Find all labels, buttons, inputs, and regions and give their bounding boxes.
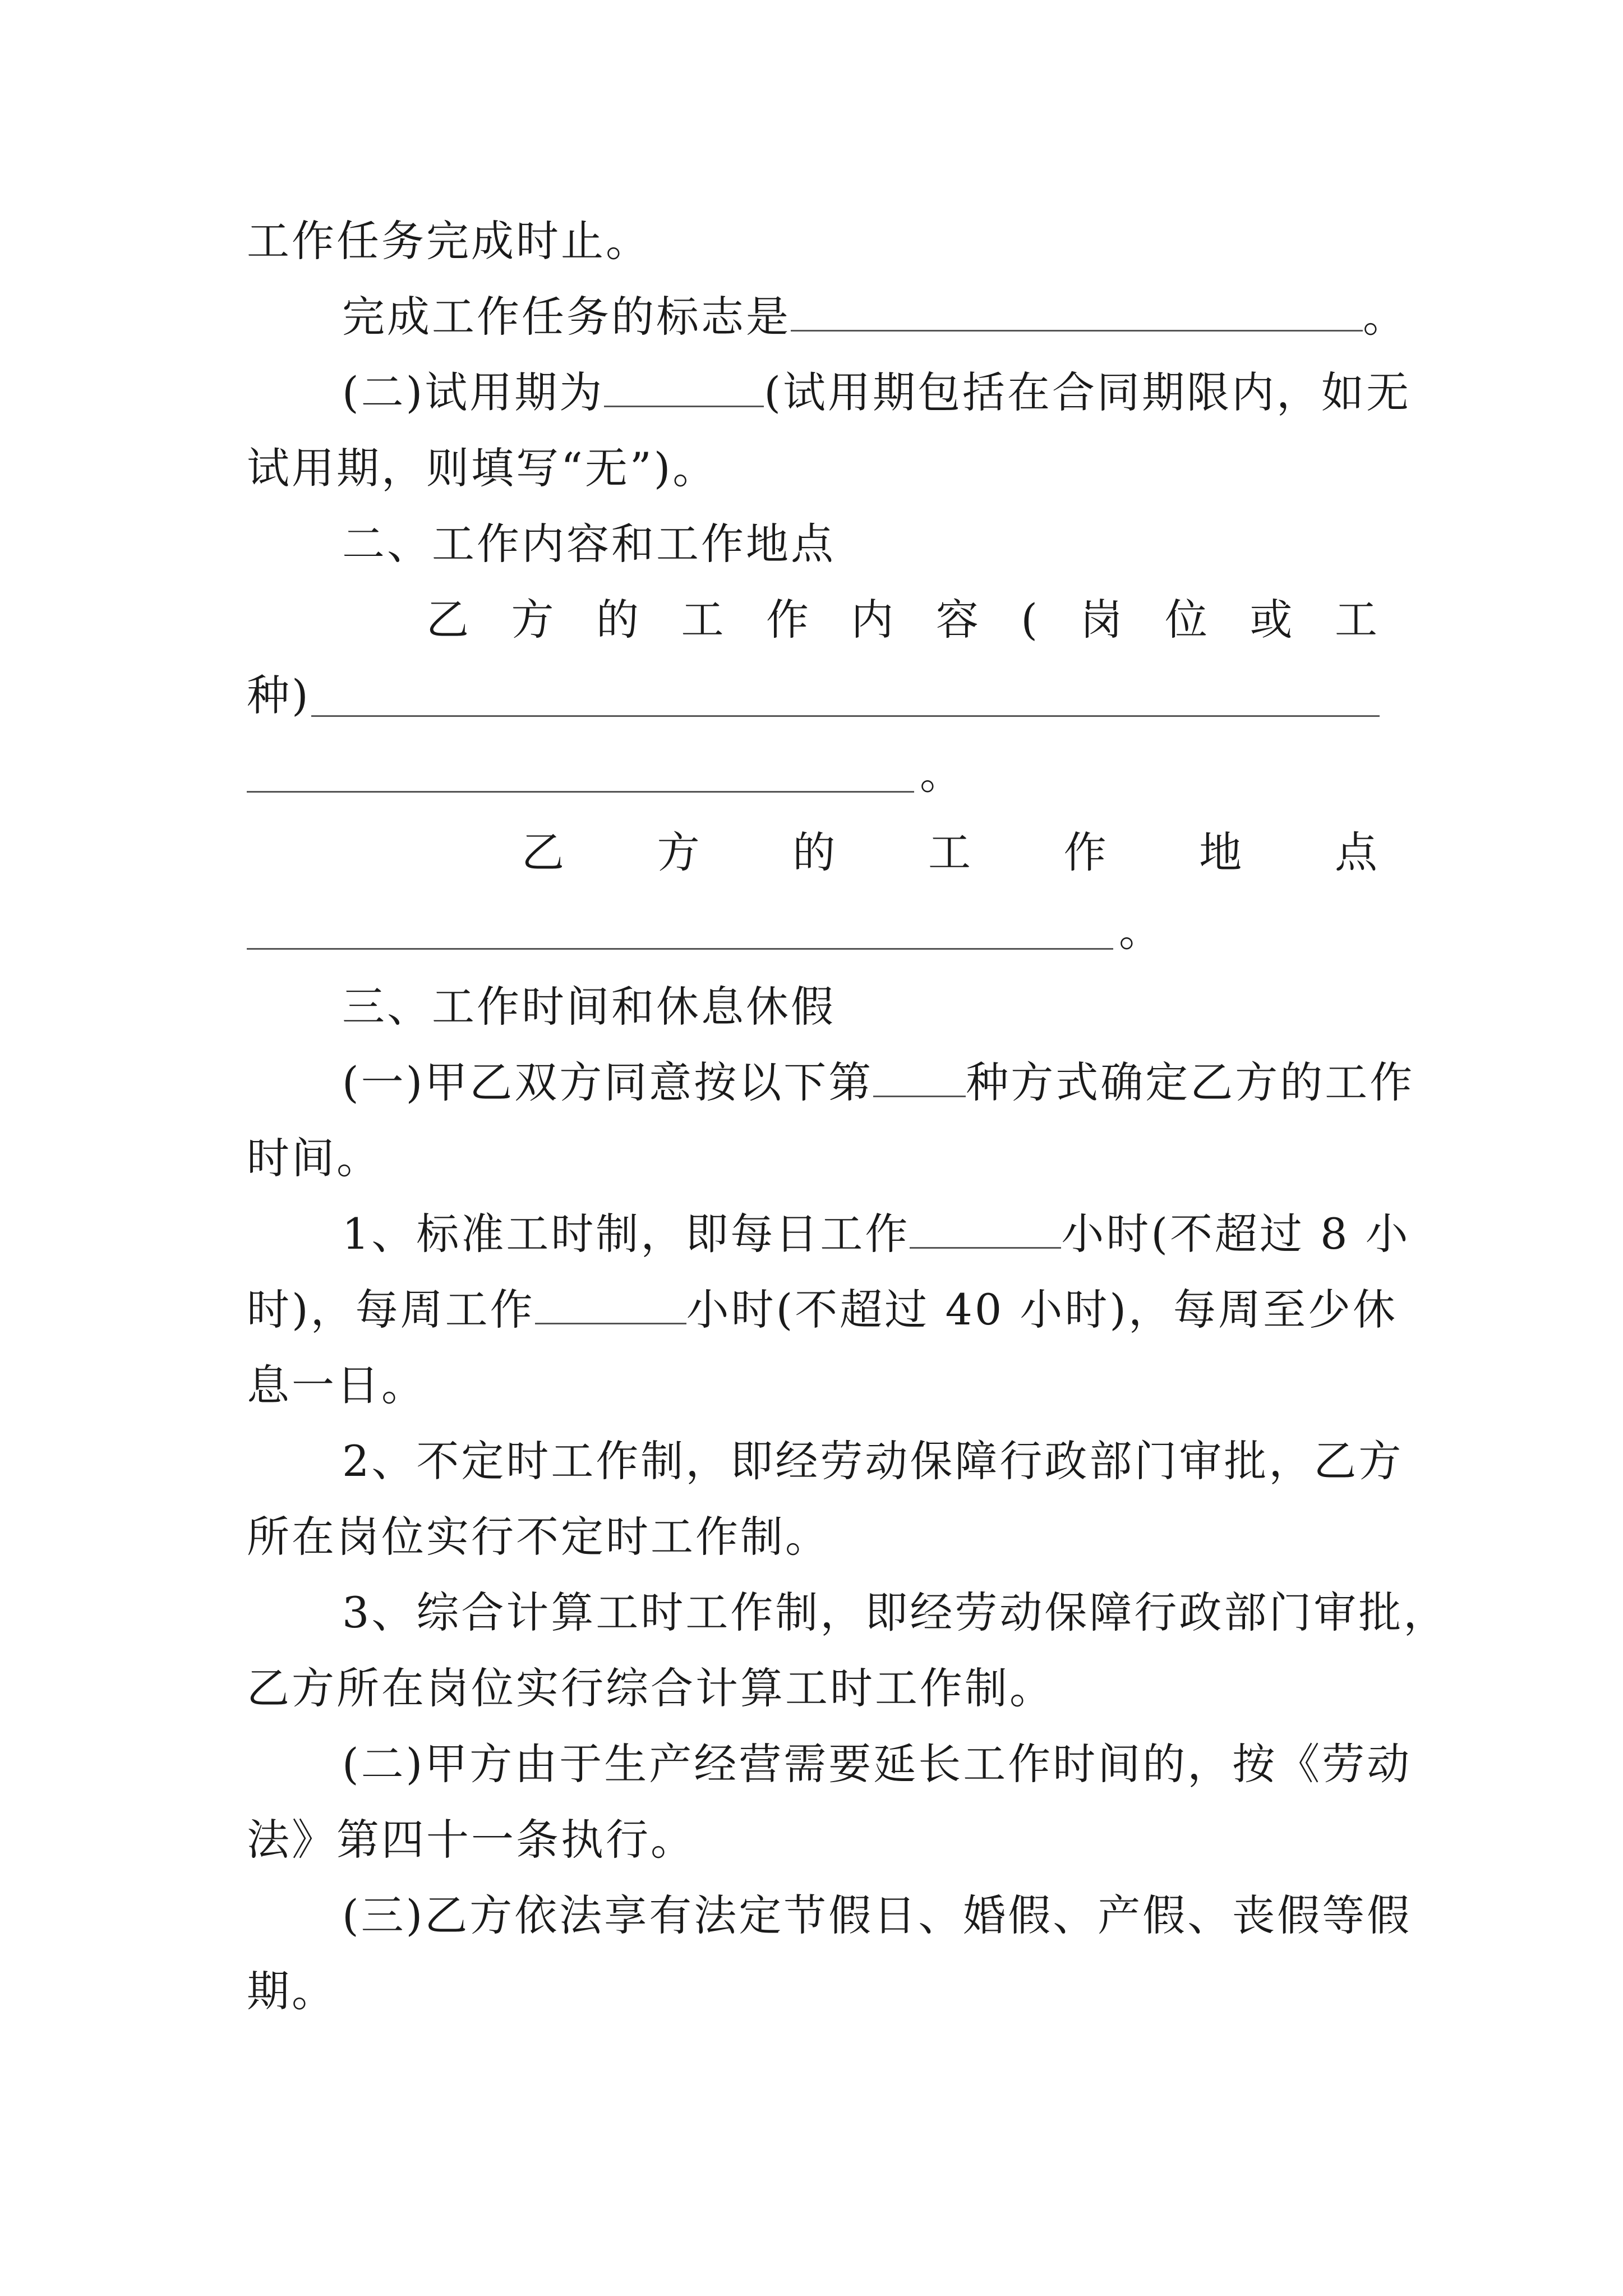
paragraph-line (247, 213, 651, 269)
spread-char: 作 (766, 595, 811, 645)
paragraph-line (342, 1888, 1412, 1944)
punctuation: 。 (1363, 292, 1408, 342)
punctuation: 。 (920, 749, 965, 799)
spread-char: 位 (1165, 595, 1210, 645)
paragraph-text: 期。 (247, 1966, 336, 2016)
work-time-line (342, 1055, 1414, 1111)
fill-blank[interactable] (535, 1283, 686, 1324)
spread-char: ( (1021, 595, 1040, 645)
spread-char: 方 (511, 595, 556, 645)
paragraph-line (247, 1130, 381, 1186)
paragraph-text: 工作任务完成时止。 (247, 216, 651, 266)
completion-mark-line (342, 289, 1408, 345)
paragraph-text: (二)甲方由于生产经营需要延长工作时间的，按《劳动 (342, 1739, 1412, 1789)
punctuation-line (920, 746, 965, 802)
fill-blank[interactable] (873, 1056, 966, 1097)
paragraph-text: (一)甲乙双方同意按以下第 (342, 1057, 874, 1107)
fill-blank[interactable] (791, 291, 1363, 332)
spread-char: 的 (596, 595, 641, 645)
paragraph-line (342, 1585, 1448, 1641)
paragraph-text: (试用期包括在合同期限内，如无 (764, 367, 1411, 417)
paragraph-line (342, 1433, 1403, 1489)
heading-text: 二、工作内容和工作地点 (342, 519, 836, 569)
paragraph-line (247, 1812, 695, 1868)
standard-hours-line (342, 1206, 1410, 1262)
job-content-line (426, 592, 1380, 648)
spread-char: 的 (792, 827, 838, 877)
spread-char: 作 (1063, 827, 1109, 877)
spread-char: 乙 (522, 827, 566, 877)
paragraph-line (247, 1660, 1054, 1717)
paragraph-text: 种方式确定乙方的工作 (966, 1057, 1415, 1107)
fill-blank[interactable] (910, 1208, 1061, 1249)
paragraph-line (247, 440, 717, 496)
paragraph-line (247, 1963, 336, 2019)
punctuation: 。 (1119, 906, 1164, 956)
heading-text: 三、工作时间和休息休假 (342, 982, 836, 1032)
paragraph-text: 所在岗位实行不定时工作制。 (247, 1512, 830, 1562)
fill-blank[interactable] (311, 715, 1380, 717)
spread-char: 岗 (1080, 595, 1125, 645)
fill-blank[interactable] (247, 791, 914, 793)
spread-char: 内 (851, 595, 896, 645)
work-place-line (522, 825, 1380, 881)
paragraph-text: 2、不定时工作制，即经劳动保障行政部门审批，乙方 (342, 1436, 1404, 1486)
spread-char: 地 (1199, 827, 1244, 877)
paragraph-text: 3、综合计算工时工作制，即经劳动保障行政部门审批， (342, 1588, 1449, 1637)
paragraph-text: 小时(不超过 40 小时)，每周至少休 (686, 1285, 1398, 1335)
section-heading (342, 516, 836, 572)
job-type-line (247, 668, 311, 724)
spread-char: 方 (657, 827, 702, 877)
paragraph-text: 试用期，则填写“无”)。 (247, 443, 718, 493)
spread-char: 点 (1334, 827, 1380, 877)
paragraph-text: 1、标准工时制，即每日工作 (342, 1209, 910, 1259)
punctuation-line (1119, 903, 1164, 959)
section-heading (342, 979, 836, 1035)
paragraph-text: (三)乙方依法享有法定节假日、婚假、产假、丧假等假 (342, 1890, 1412, 1940)
paragraph-line (247, 1509, 830, 1565)
paragraph-text: 种) (247, 670, 311, 720)
spread-char: 乙 (426, 595, 471, 645)
spread-char: 工 (681, 595, 726, 645)
paragraph-text: 时间。 (247, 1133, 381, 1183)
fill-blank[interactable] (604, 366, 764, 407)
paragraph-text: 时)，每周工作 (247, 1285, 535, 1335)
probation-line (342, 365, 1411, 421)
paragraph-text: (二)试用期为 (342, 367, 605, 417)
paragraph-text: 乙方所在岗位实行综合计算工时工作制。 (247, 1663, 1054, 1713)
fill-blank[interactable] (247, 948, 1113, 950)
paragraph-text: 小时(不超过 8 小 (1061, 1209, 1410, 1259)
paragraph-text: 完成工作任务的标志是 (342, 292, 791, 342)
paragraph-line (247, 1358, 426, 1414)
weekly-hours-line (247, 1282, 1398, 1338)
spread-char: 或 (1249, 595, 1295, 645)
paragraph-line (342, 1736, 1412, 1792)
spread-char: 容 (935, 595, 981, 645)
paragraph-text: 息一日。 (247, 1360, 426, 1410)
spread-char: 工 (1334, 595, 1380, 645)
paragraph-text: 法》第四十一条执行。 (247, 1815, 695, 1865)
spread-char: 工 (928, 827, 973, 877)
